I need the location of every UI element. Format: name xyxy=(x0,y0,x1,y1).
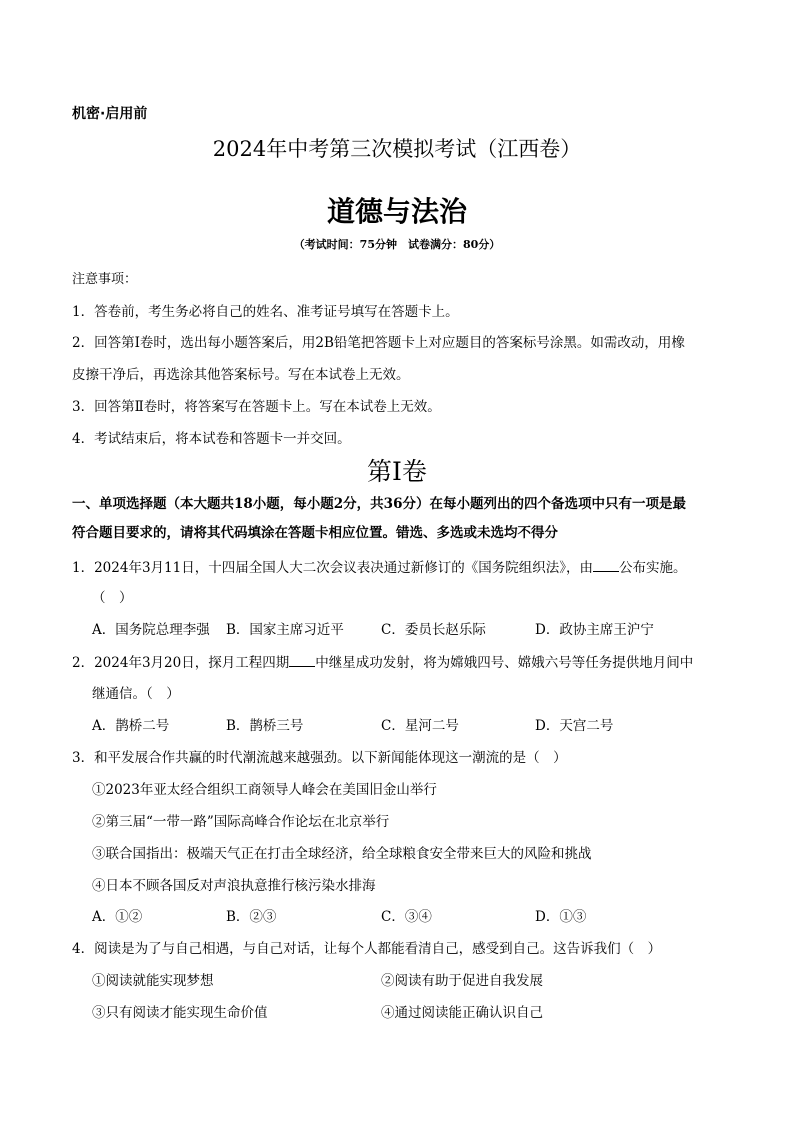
statement-item: ③只有阅读才能实现生命价值 xyxy=(92,1005,268,1021)
notes-heading: 注意事项： xyxy=(72,272,138,287)
option-b: B．②③ xyxy=(226,909,277,925)
section-instruction: 符合题目要求的，请将其代码填涂在答题卡相应位置。错选、多选或未选均不得分 xyxy=(72,525,558,541)
option-c: C．星河二号 xyxy=(381,718,459,734)
option-a: A．鹊桥二号 xyxy=(92,718,170,734)
question-stem-text: 2．2024年3月20日，探月工程四期 xyxy=(72,655,290,671)
question-4-stem: 4．阅读是为了与自己相遇，与自己对话，让每个人都能看清自己，感受到自己。这告诉我们（ ） xyxy=(72,941,662,957)
option-d: D．①③ xyxy=(535,909,587,925)
question-stem-text: 公布实施。 xyxy=(618,560,687,576)
exam-title: 2024年中考第三次模拟考试（江西卷） xyxy=(212,137,582,161)
statement-item: ②阅读有助于促进自我发展 xyxy=(381,973,543,989)
statement-item: ①阅读就能实现梦想 xyxy=(92,973,214,989)
question-2-stem xyxy=(72,651,693,671)
fill-blank xyxy=(593,557,619,572)
note-item: 3．回答第Ⅱ卷时，将答案写在答题卡上。写在本试卷上无效。 xyxy=(72,399,441,415)
question-stem-continuation: 继通信。（ ） xyxy=(92,686,180,702)
fill-blank xyxy=(289,652,315,667)
statement-item: ①2023年亚太经合组织工商领导人峰会在美国旧金山举行 xyxy=(92,782,437,798)
option-a: A．①② xyxy=(92,909,143,925)
note-item: 1．答卷前，考生务必将自己的姓名、准考证号填写在答题卡上。 xyxy=(72,304,459,320)
subject-title: 道德与法治 xyxy=(326,195,467,228)
confidential-label: 机密·启用前 xyxy=(72,106,148,122)
option-d: D．天宫二号 xyxy=(535,718,614,734)
question-3-stem: 3．和平发展合作共赢的时代潮流越来越强劲。以下新闻能体现这一潮流的是（ ） xyxy=(72,750,567,766)
question-1-stem xyxy=(72,556,686,576)
exam-time-info: （考试时间：75分钟 试卷满分：80分） xyxy=(293,238,501,251)
question-stem-text: 1．2024年3月11日，十四届全国人大二次会议表决通过新修订的《国务院组织法》，由 xyxy=(72,560,593,576)
option-c: C．③④ xyxy=(381,909,432,925)
option-b: B．国家主席习近平 xyxy=(226,622,344,638)
question-stem-text: 中继星成功发射，将为嫦娥四号、嫦娥六号等任务提供地月间中 xyxy=(315,655,694,671)
option-d: D．政协主席王沪宁 xyxy=(535,622,654,638)
part-title: 第Ⅰ卷 xyxy=(367,457,427,486)
statement-item: ④日本不顾各国反对声浪执意推行核污染水排海 xyxy=(92,878,376,894)
statement-item: ③联合国指出：极端天气正在打击全球经济，给全球粮食安全带来巨大的风险和挑战 xyxy=(92,846,592,862)
statement-item: ④通过阅读能正确认识自己 xyxy=(381,1005,543,1021)
section-instruction: 一、单项选择题（本大题共18小题，每小题2分，共36分）在每小题列出的四个备选项中只有一项是最 xyxy=(72,496,686,512)
option-b: B．鹊桥三号 xyxy=(226,718,304,734)
note-item: 2．回答第Ⅰ卷时，选出每小题答案后，用2B铅笔把答题卡上对应题目的答案标号涂黑。如需改动，用橡 xyxy=(72,335,685,351)
answer-bracket: （ ） xyxy=(92,590,133,606)
note-item: 皮擦干净后，再选涂其他答案标号。写在本试卷上无效。 xyxy=(72,367,410,383)
option-a: A．国务院总理李强 xyxy=(92,622,210,638)
note-item: 4．考试结束后，将本试卷和答题卡一并交回。 xyxy=(72,431,351,447)
statement-item: ②第三届“一带一路”国际高峰合作论坛在北京举行 xyxy=(92,814,390,830)
option-c: C．委员长赵乐际 xyxy=(381,622,486,638)
